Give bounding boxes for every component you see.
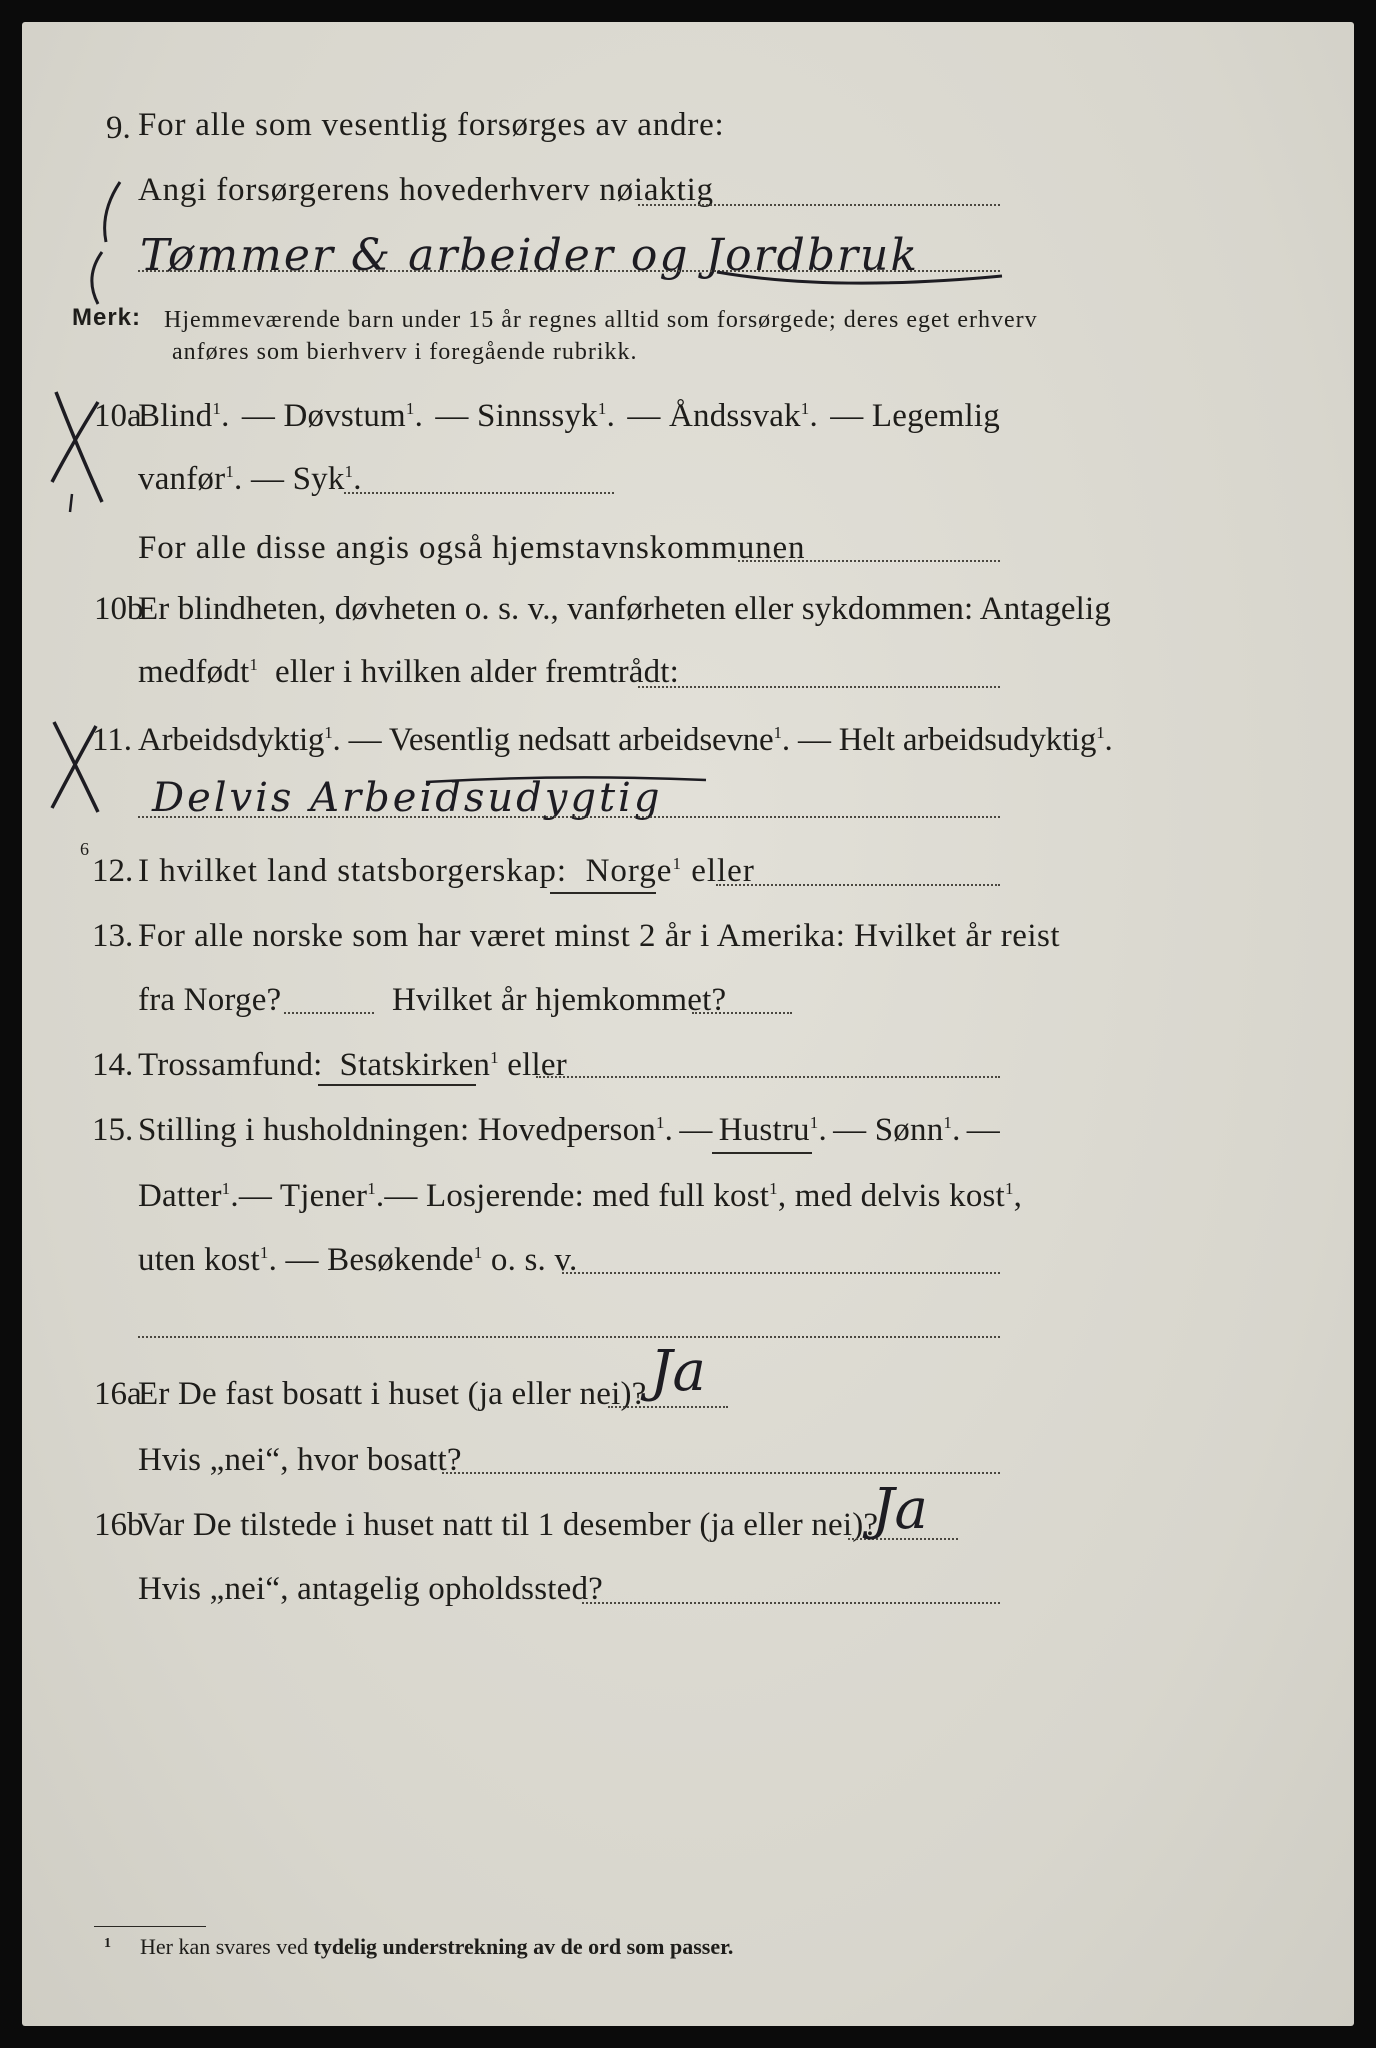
question-14-text: Trossamfund: Statskirken$^1$ eller (138, 1047, 567, 1083)
answer-line (284, 1012, 374, 1014)
question-10b-line-2: medfødt$^1$ eller i hvilken alder fremtrådt: (138, 654, 680, 690)
handwritten-cross-11 (40, 716, 110, 826)
underline-statskirken (318, 1084, 476, 1086)
footnote-marker: 1 (104, 1936, 111, 1951)
handwritten-answer-9: Tømmer & arbeider og Jordbruk (140, 230, 920, 281)
handwritten-underline-stroke (712, 262, 1012, 292)
underline-norge (550, 892, 656, 894)
answer-line (138, 1336, 1000, 1338)
question-16b-line-2: Hvis „nei“, antagelig opholdssted? (138, 1571, 604, 1607)
footnote-rule (94, 1926, 206, 1927)
question-15-line-2 (138, 1178, 1023, 1214)
question-10a-line-1 (138, 400, 1000, 433)
merk-label: Merk: (72, 304, 142, 331)
answer-line (608, 1406, 728, 1408)
question-10a-number: 10a (94, 398, 142, 434)
option-delvis-kost: , med delvis kost$^1$, (777, 1178, 1023, 1214)
option-syk: — Syk$^1$. (250, 461, 362, 497)
option-nedsatt: — Vesentlig nedsatt arbeidsevne$^1$. (348, 722, 790, 758)
handwritten-answer-11: Delvis Arbeidsudygtig (152, 775, 663, 821)
handwritten-cross-10a (42, 384, 112, 514)
option-norge: Norge$^1$ (585, 853, 682, 889)
option-andssvak: — Åndssvak$^1$. (627, 398, 818, 434)
option-statskirken: Statskirken$^1$ (339, 1047, 499, 1083)
answer-line (442, 1472, 1000, 1474)
question-9-text: For alle som vesentlig forsørges av andre: (138, 107, 725, 143)
option-sinnssyk: — Sinnssyk$^1$. (435, 398, 616, 434)
answer-line (738, 560, 1000, 562)
answer-line (716, 884, 1000, 886)
question-9-prompt: Angi forsørgerens hovederhverv nøiaktig (138, 172, 714, 208)
handwritten-answer-16a: Ja (650, 1339, 706, 1404)
question-10b-number: 10b (94, 591, 144, 627)
question-13-line-2b: Hvilket år hjemkommet? (392, 982, 727, 1018)
question-10a-line-3: For alle disse angis også hjemstavnskommunen (138, 530, 806, 566)
option-udyktig: — Helt arbeidsudyktig$^1$. (797, 722, 1113, 758)
option-arbeidsdyktig: Arbeidsdyktig$^1$. (138, 722, 341, 758)
option-full-kost: — Losjerende: med full kost$^1$ (384, 1178, 778, 1214)
question-9-number: 9. (106, 110, 131, 146)
handwritten-answer-16b: Ja (872, 1477, 928, 1542)
answer-line (344, 492, 614, 494)
option-dovstum: — Døvstum$^1$. (241, 398, 424, 434)
question-13-line-1: For alle norske som har været minst 2 år i Amerika: Hvilket år reist (138, 918, 1061, 954)
option-blind: Blind$^1$. (138, 398, 230, 434)
question-11-number: 11. (92, 722, 133, 758)
marginal-six: 6 (80, 839, 90, 859)
option-sonn: — Sønn$^1$. (833, 1112, 961, 1148)
footnote-text: Her kan svares ved tydelig understrekning av de ord som passer. (140, 1934, 734, 1959)
option-vanfor: vanfør$^1$. (138, 461, 243, 497)
answer-line (638, 686, 1000, 688)
question-16b-line-1: Var De tilstede i huset natt til 1 desember (ja eller nei)? (138, 1507, 879, 1543)
answer-line (536, 1076, 1000, 1078)
option-datter: Datter$^1$. (138, 1178, 239, 1214)
question-10a-line-2 (138, 463, 362, 496)
handwritten-bracket (80, 172, 140, 312)
underline-hustru (712, 1152, 812, 1154)
option-legemlig: — Legemlig (830, 398, 1000, 434)
question-15-number: 15. (92, 1112, 134, 1148)
option-hustru: Hustru$^1$. (718, 1112, 827, 1148)
question-13-line-2a: fra Norge? (138, 982, 282, 1018)
answer-line (638, 204, 1000, 206)
merk-note-line-1: Hjemmeværende barn under 15 år regnes alltid som forsørgede; deres eget erhverv (164, 307, 1038, 333)
option-hovedperson: Stilling i husholdningen: Hovedperson$^1$. (138, 1112, 674, 1148)
question-15-line-1: Stilling i husholdningen: Hovedperson$^1$. — Hustru$^1$. — Sønn$^1$. — (138, 1112, 1000, 1148)
answer-line (692, 1012, 792, 1014)
question-16a-line-2: Hvis „nei“, hvor bosatt? (138, 1442, 462, 1478)
option-uten-kost: uten kost$^1$. (138, 1242, 278, 1278)
question-15-line-3: uten kost$^1$. — Besøkende$^1$ o. s. v. (138, 1242, 578, 1278)
question-10b-line-1: Er blindheten, døvheten o. s. v., vanførheten eller sykdommen: Antagelig (138, 591, 1111, 627)
question-16a-line-1: Er De fast bosatt i huset (ja eller nei)? (138, 1376, 647, 1412)
question-16b-number: 16b (94, 1507, 144, 1543)
question-12-number: 12. (92, 853, 134, 889)
handwritten-underline-stroke (422, 774, 712, 794)
question-16a-number: 16a (94, 1376, 142, 1412)
answer-line (562, 1272, 1000, 1274)
answer-line (582, 1602, 1000, 1604)
census-form-page (22, 22, 1354, 2026)
merk-note-line-2: anføres som bierhverv i foregående rubrikk. (172, 339, 638, 365)
question-11-line-1 (138, 724, 1113, 757)
question-13-number: 13. (92, 918, 134, 954)
question-12-text: I hvilket land statsborgerskap: Norge$^1$ eller (138, 853, 755, 889)
answer-line (138, 816, 1000, 818)
question-14-number: 14. (92, 1047, 134, 1083)
option-besokende: — Besøkende$^1$ (285, 1242, 483, 1278)
option-tjener: — Tjener$^1$. (238, 1178, 385, 1214)
